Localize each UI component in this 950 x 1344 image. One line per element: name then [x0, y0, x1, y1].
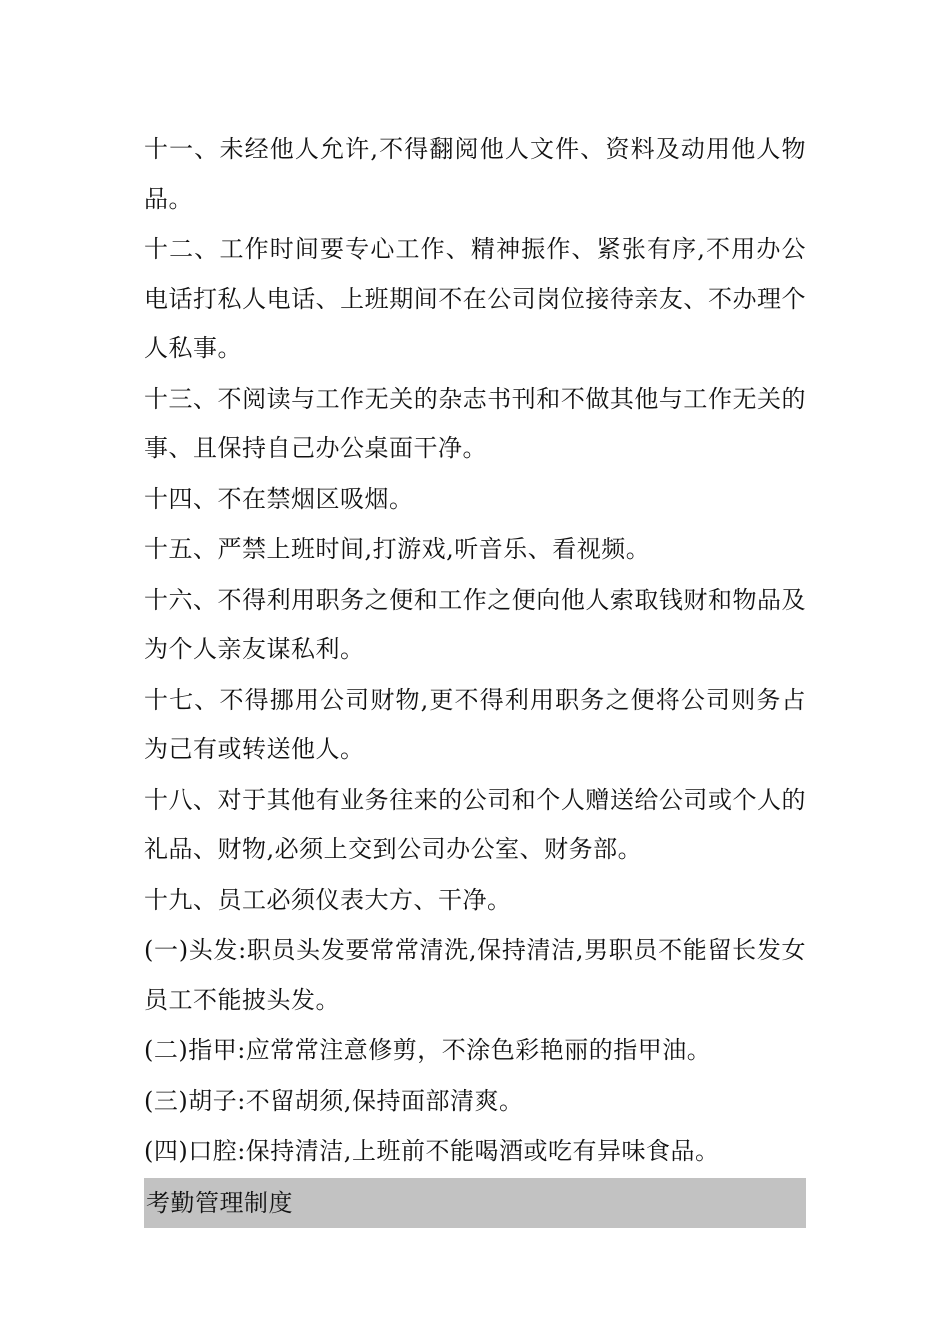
- rule-19-hair: (一)头发:职员头发要常常清洗,保持清洁,男职员不能留长发女员工不能披头发。: [144, 936, 806, 1014]
- rule-19-beard: (三)胡子:不留胡须,保持面部清爽。: [144, 1086, 524, 1115]
- rule-12: 十二、工作时间要专心工作、精神振作、紧张有序,不用办公电话打私人电话、上班期间不在公司岗位接待亲友、不办理个人私事。: [144, 235, 806, 362]
- section-heading-attendance: 考勤管理制度: [144, 1178, 806, 1228]
- rule-18: 十八、对于其他有业务往来的公司和个人赠送给公司或个人的礼品、财物,必须上交到公司办公室、财务部。: [144, 785, 806, 863]
- rule-15: 十五、严禁上班时间,打游戏,听音乐、看视频。: [144, 535, 651, 563]
- rule-16: 十六、不得利用职务之便和工作之便向他人索取钱财和物品及为个人亲友谋私利。: [144, 585, 806, 663]
- rule-19-mouth: (四)口腔:保持清洁,上班前不能喝酒或吃有异味食品。: [144, 1137, 720, 1165]
- rule-19: 十九、员工必须仪表大方、干净。: [144, 885, 512, 914]
- document-page: [144, 125, 806, 1228]
- rule-17: 十七、不得挪用公司财物,更不得利用职务之便将公司则务占为己有或转送他人。: [144, 685, 806, 763]
- rule-13: 十三、不阅读与工作无关的杂志书刊和不做其他与工作无关的事、且保持自己办公桌面干净。: [144, 384, 806, 462]
- rule-11: 十一、未经他人允许,不得翻阅他人文件、资料及动用他人物品。: [144, 135, 806, 213]
- rule-19-nails: (二)指甲:应常常注意修剪，不涂色彩艳丽的指甲油。: [144, 1036, 712, 1064]
- rule-14: 十四、不在禁烟区吸烟。: [144, 484, 414, 513]
